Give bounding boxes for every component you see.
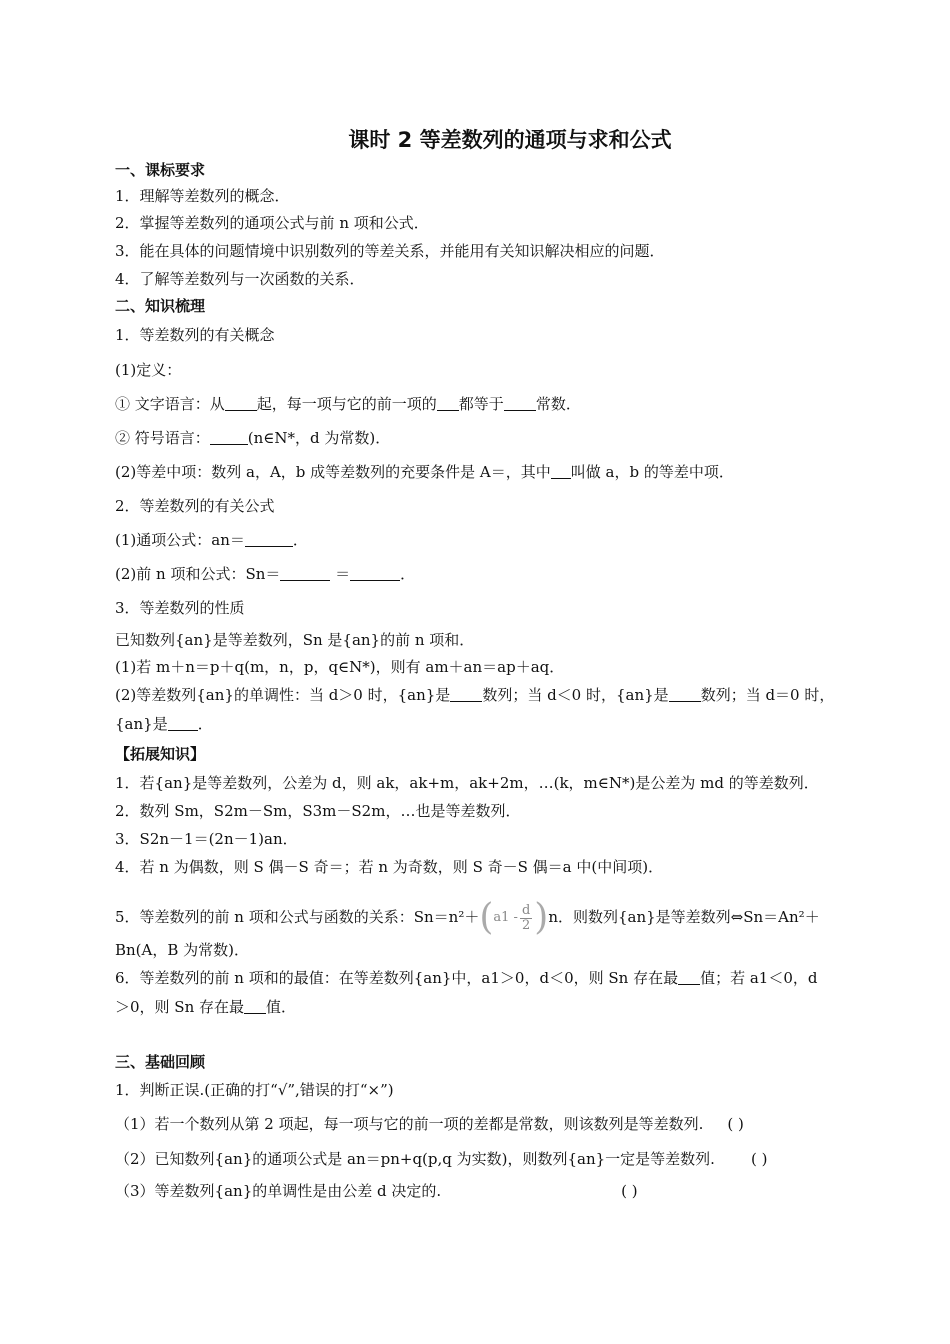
- requirement-item: 1．理解等差数列的概念．: [115, 187, 290, 205]
- property-2: (2)等差数列{an}的单调性：当 d＞0 时，{an}是 数列；当 d＜0 时，{an}是 数列；当 d＝0 时，: [115, 686, 835, 704]
- blank-field[interactable]: [504, 395, 536, 411]
- extension-item: 1．若{an}是等差数列，公差为 d，则 ak，ak+m，ak+2m，…(k，m∈N*)是公差为 md 的等差数列．: [115, 774, 819, 792]
- property-1: (1)若 m＋n＝p＋q(m，n，p，q∈N*)，则有 am＋an＝ap＋aq．: [115, 658, 565, 676]
- requirement-item: 4．了解等差数列与一次函数的关系．: [115, 270, 365, 288]
- subheading: 1．等差数列的有关概念: [115, 326, 275, 344]
- extension-heading: 【拓展知识】: [115, 745, 206, 763]
- blank-field[interactable]: [350, 565, 400, 581]
- question-item: （2）已知数列{an}的通项公式是 an＝pn+q(p,q 为实数)，则数列{an}一定是等差数列. ( ): [115, 1150, 768, 1168]
- extension-item: 5．等差数列的前 n 项和公式与函数的关系：Sn＝n²＋ ( a1 - d 2 ) n．则数列{an}是等差数列⇔Sn＝An²＋: [115, 897, 820, 938]
- blank-field[interactable]: [551, 463, 571, 479]
- requirement-item: 2．掌握等差数列的通项公式与前 n 项和公式．: [115, 214, 429, 232]
- extension-item: 4．若 n 为偶数，则 S 偶－S 奇＝；若 n 为奇数，则 S 奇－S 偶＝a 中(中间项)．: [115, 858, 664, 876]
- subheading: 2．等差数列的有关公式: [115, 497, 275, 515]
- blank-field[interactable]: [225, 395, 257, 411]
- blank-field[interactable]: [280, 565, 330, 581]
- general-term-formula: (1)通项公式：an＝ ．: [115, 531, 308, 549]
- extension-item: 6．等差数列的前 n 项和的最值：在等差数列{an}中，a1＞0，d＜0，则 Sn 存在最 值；若 a1＜0，d: [115, 969, 818, 987]
- extension-item: 3．S2n－1＝(2n－1)an．: [115, 830, 298, 848]
- blank-field[interactable]: [244, 998, 266, 1014]
- extension-item-cont: Bn(A，B 为常数)．: [115, 941, 250, 959]
- answer-parens[interactable]: ( ): [727, 1115, 744, 1133]
- requirement-item: 3．能在具体的问题情境中识别数列的等差关系，并能用有关知识解决相应的问题．: [115, 242, 665, 260]
- fraction-expression: ( a1 - d 2 ): [479, 897, 549, 938]
- sum-formula: (2)前 n 项和公式：Sn＝ ＝ ．: [115, 565, 416, 583]
- definition-text-language: ① 文字语言：从 起，每一项与它的前一项的 都等于 常数．: [115, 395, 581, 413]
- arithmetic-mean: (2)等差中项：数列 a，A，b 成等差数列的充要条件是 A＝，其中 叫做 a，b 的等差中项．: [115, 463, 734, 481]
- property-2-cont: {an}是 ．: [115, 715, 213, 733]
- section-heading-review: 三、基础回顾: [115, 1053, 206, 1071]
- question-item: （3）等差数列{an}的单调性是由公差 d 决定的. ( ): [115, 1182, 638, 1200]
- extension-item-cont: ＞0，则 Sn 存在最 值．: [115, 998, 297, 1016]
- blank-field[interactable]: [450, 686, 482, 702]
- answer-parens[interactable]: ( ): [750, 1150, 768, 1168]
- definition-symbol-language: ② 符号语言： (n∈N*，d 为常数)．: [115, 429, 391, 447]
- page-title: 课时 2 等差数列的通项与求和公式: [348, 128, 672, 152]
- section-heading-knowledge: 二、知识梳理: [115, 297, 206, 315]
- blank-field[interactable]: [678, 969, 700, 985]
- blank-field[interactable]: [437, 395, 459, 411]
- blank-field[interactable]: [669, 686, 701, 702]
- definition-label: (1)定义：: [115, 361, 182, 379]
- section-heading-requirements: 一、课标要求: [115, 161, 206, 179]
- blank-field[interactable]: [210, 429, 248, 445]
- subheading: 3．等差数列的性质: [115, 599, 245, 617]
- question-item: （1）若一个数列从第 2 项起，每一项与它的前一项的差都是常数，则该数列是等差数列. ( ): [115, 1115, 744, 1133]
- question-title: 1．判断正误.(正确的打“√”,错误的打“×”): [115, 1081, 394, 1099]
- blank-field[interactable]: [245, 531, 293, 547]
- property-intro: 已知数列{an}是等差数列，Sn 是{an}的前 n 项和．: [115, 631, 475, 649]
- answer-parens[interactable]: ( ): [621, 1182, 638, 1200]
- blank-field[interactable]: [168, 715, 198, 731]
- extension-item: 2．数列 Sm，S2m－Sm，S3m－S2m，…也是等差数列．: [115, 802, 521, 820]
